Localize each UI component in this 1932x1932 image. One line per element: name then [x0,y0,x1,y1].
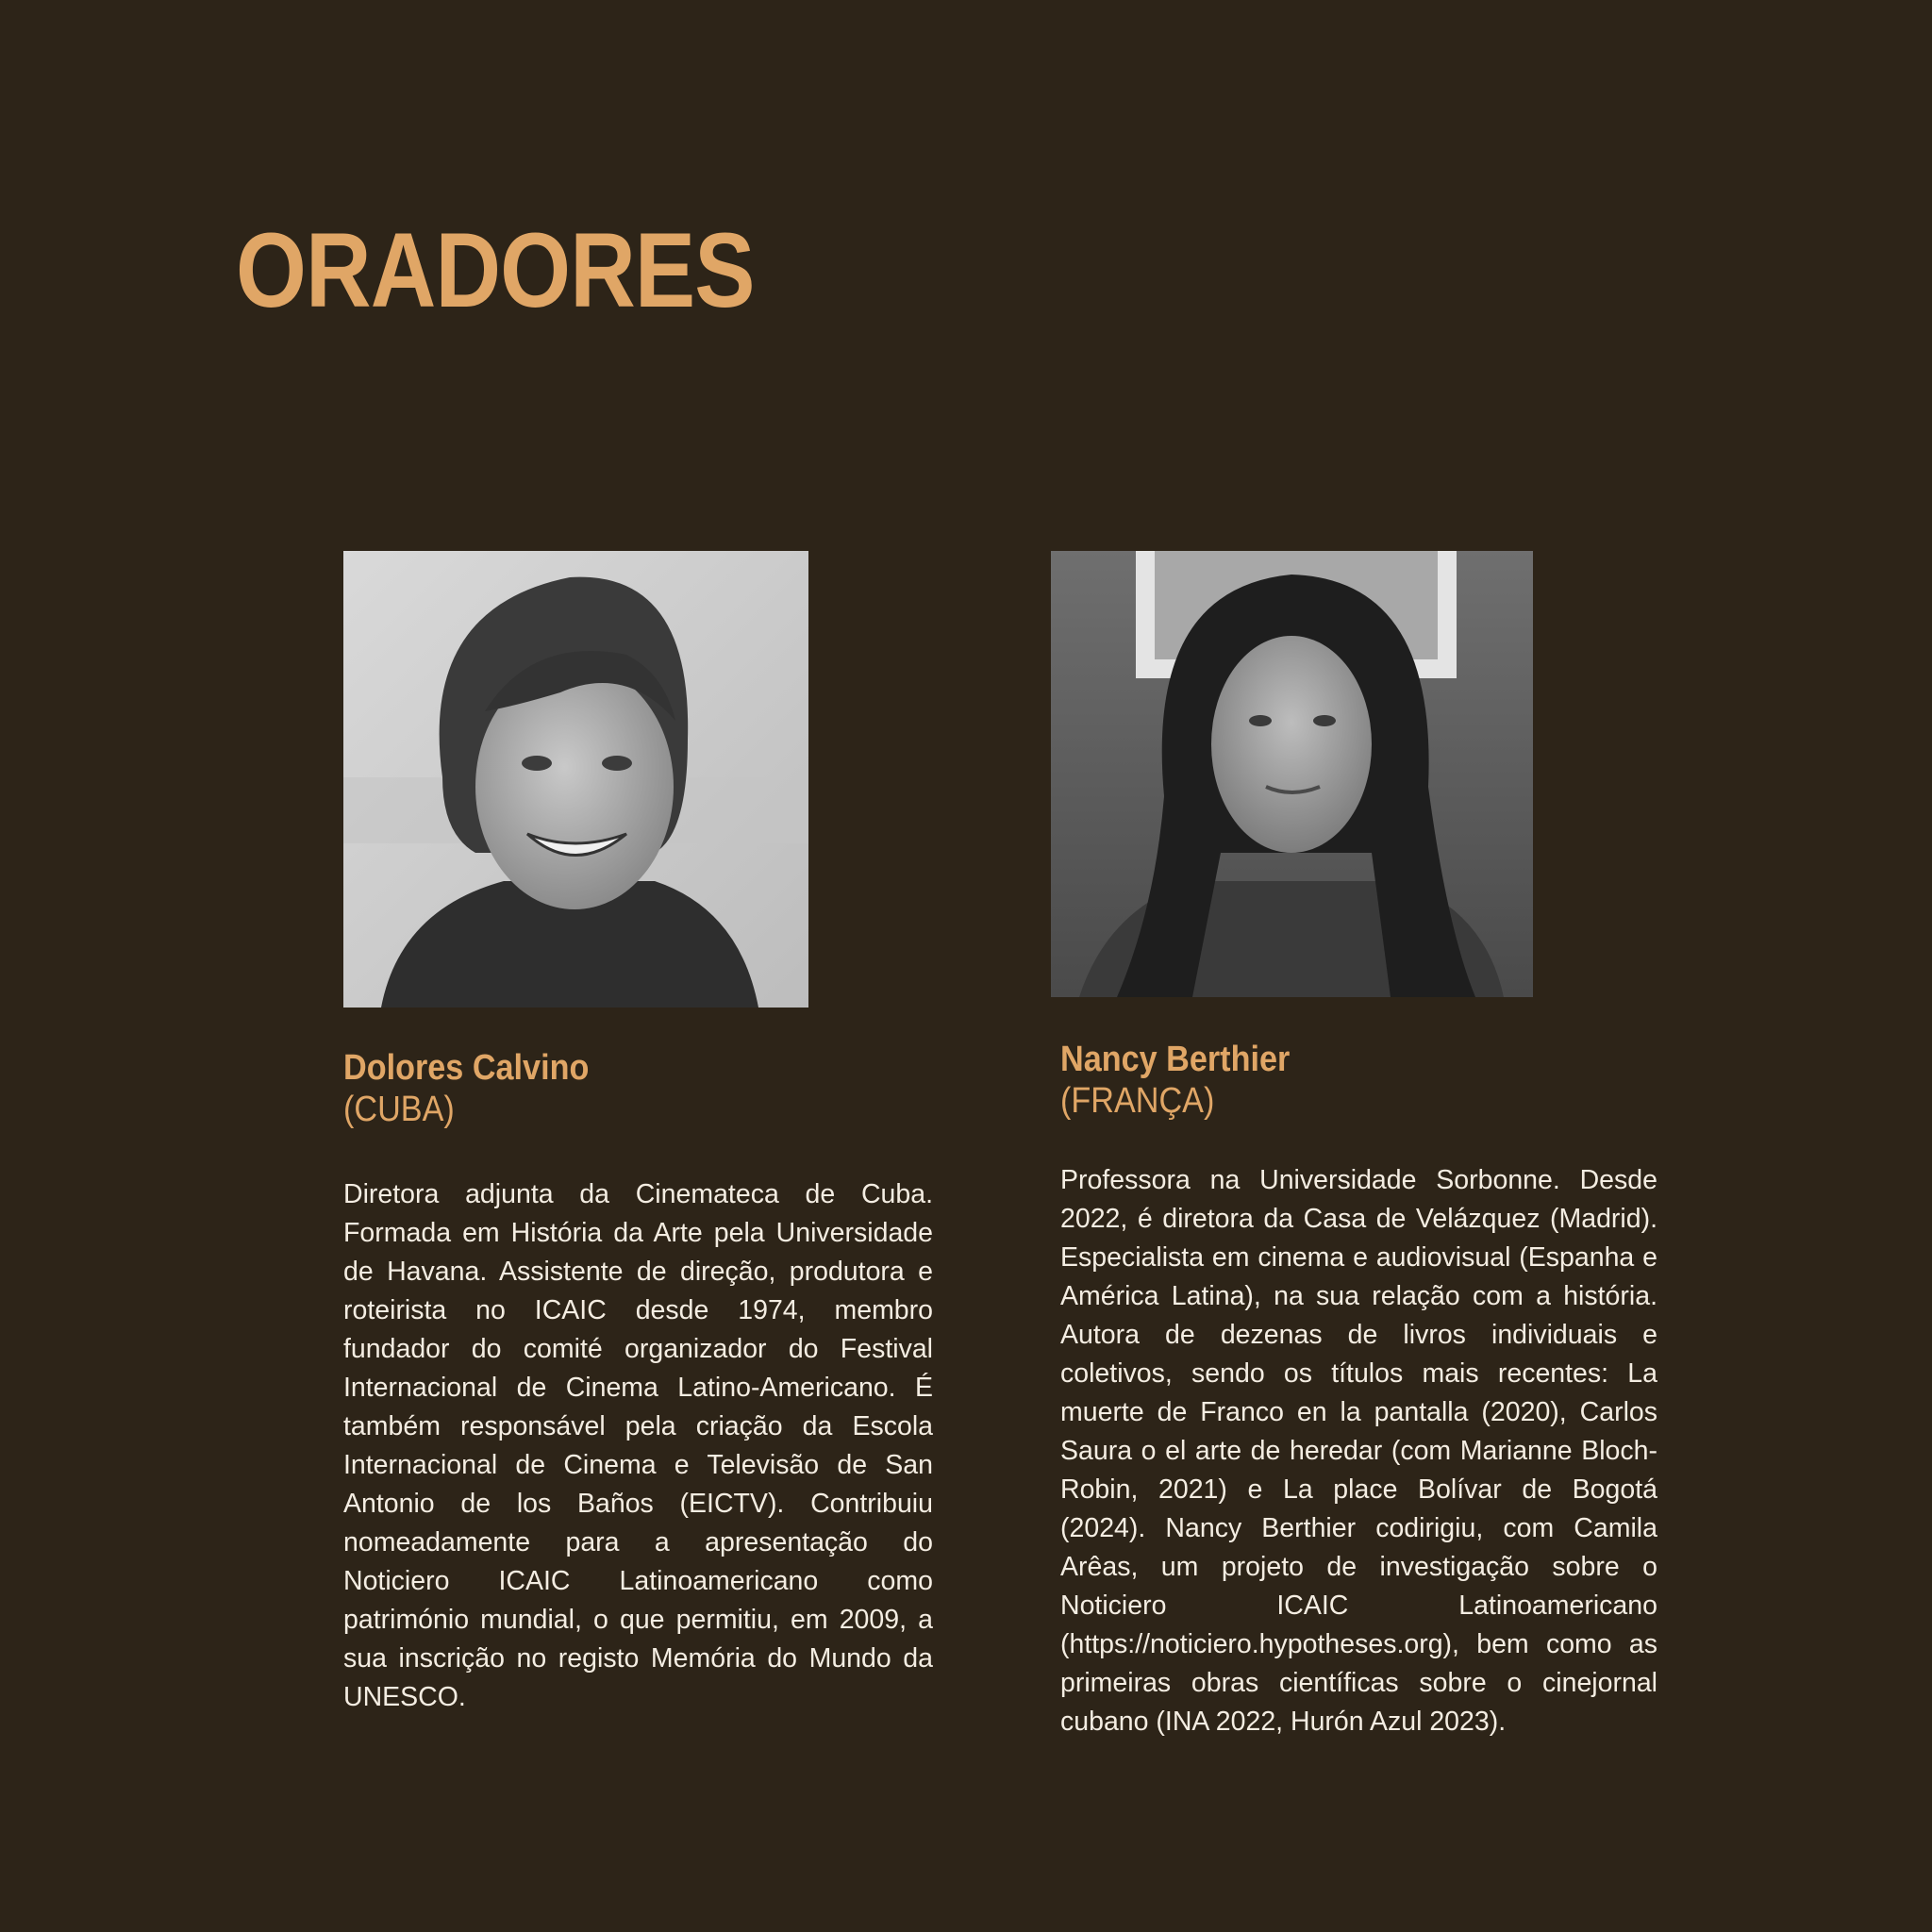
speaker-bio: Diretora adjunta da Cinemateca de Cuba. Formada em História da Arte pela Universidade de Havana. Assistente de direção, produtora e roteirista no ICAIC desde 1974, membro fundador do comité organizador do Festival Internacional de Cinema Latino-Americano. É também responsável pela criação da Escola Internacional de Cinema e Televisão de San Antonio de los Baños (EICTV). Contribuiu nomeadamente para a apresentação do Noticiero ICAIC Latinoamericano como património mundial, o que permitiu, em 2009, a sua inscrição no registo Memória do Mundo da UNESCO. [343,1179,933,1712]
speaker-bio: Professora na Universidade Sorbonne. Desde 2022, é diretora da Casa de Velázquez (Madrid). Especialista em cinema e audiovisual (Espanha e América Latina), na sua relação com a história. Autora de dezenas de livros individuais e coletivos, sendo os títulos mais recentes: La muerte de Franco en la pantalla (2020), Carlos Saura o el arte de heredar (com Marianne Bloch-Robin, 2021) e La place Bolívar de Bogotá (2024). Nancy Berthier codirigiu, com Camila Arêas, um projeto de investigação sobre o Noticiero ICAIC Latinoamericano (https://noticiero.hypotheses.org), bem como as primeiras obras científicas sobre o cinejornal cubano (INA 2022, Hurón Azul 2023). [1060,1165,1657,1737]
portrait-photo-image [343,551,808,1008]
page-title: ORADORES [236,211,755,329]
speaker-country: (CUBA) [343,1090,455,1129]
speaker-photo [1051,551,1533,997]
speaker-card-nancy-berthier [1051,551,1657,1741]
speaker-country: (FRANÇA) [1060,1081,1215,1121]
speaker-photo [343,551,808,1008]
speaker-name: Dolores Calvino [343,1048,590,1088]
portrait-photo-image [1051,551,1533,997]
speaker-name: Nancy Berthier [1060,1040,1291,1079]
speaker-card-dolores-calvino [343,551,933,1717]
